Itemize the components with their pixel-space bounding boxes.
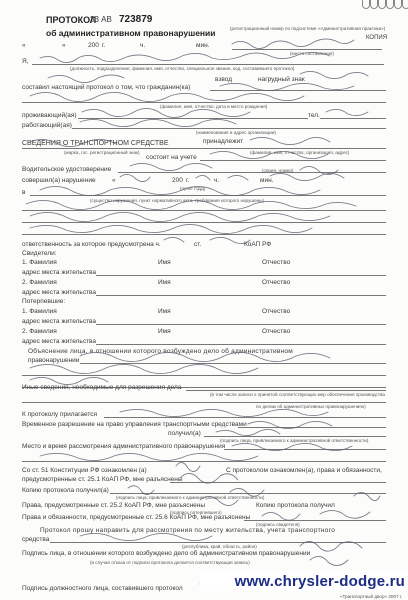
victim2-address: адрес места жительства [22,338,97,345]
pdd-caption: (пункт ПДД) [180,186,206,191]
rights-256: Права и обязанности, предусмотренные ст. 25.6 КоАП РФ, мне разъяснены [22,514,251,521]
victim1-name: Имя [158,308,171,315]
witness1-surname: 1. Фамилия [22,259,57,266]
other-info-caption1: (в том числе записи о принятой соответствующих мер обеспечения производства [210,392,385,397]
protocol-title: ПРОТОКОЛ [46,15,97,25]
constitution-label: Со ст. 51 Конституции РФ ознакомлен (а) [22,467,147,474]
explanation-line2: правонарушении [28,357,80,364]
koap-label: КоАП РФ [244,241,272,248]
victim2-surname: 2. Фамилия [22,328,57,335]
witness2-name: Имя [158,279,171,286]
work-label: работающий(ая) [22,122,72,129]
violation-year: 200 [172,177,183,184]
article-label: ст. [194,241,202,248]
temp-permit-label: Временное разрешение на право управления транспортными средствами [22,421,247,428]
violation-v: в [22,189,26,196]
violation-quote: « [112,177,116,184]
copy-label: КОПИЯ [366,35,388,41]
request-caption: (республика, край, область, район) [182,544,257,549]
violation-min: мин. [260,177,274,184]
explanation-line1: Объяснение лица, в отношении которого возбуждено дело об административном [28,348,293,355]
citizen-label: составил настоящий протокол о том, что гражданин(ка) [22,84,191,91]
rights-252: Права, предусмотренные ст. 25.2 КоАП РФ, мне разъяснены [22,502,206,509]
witness1-address: адрес места жительства [22,269,97,276]
place-caption: (место составления) [290,51,334,56]
phone-label: тел. [308,112,320,119]
vehicle-heading: СВЕДЕНИЯ О ТРАНСПОРТНОМ СРЕДСТВЕ [22,140,169,147]
violation-committed: совершил(а) нарушение [22,177,96,184]
date-year: 200 [88,42,99,49]
witness1-patronymic: Отчество [262,259,291,266]
protocol-series: 33 АВ [90,15,112,24]
date-hour: ч. [140,42,146,49]
watermark-banner [200,571,407,591]
watermark-text[interactable]: www.chrysler-dodge.ru [234,572,405,590]
license-label: Водительское удостоверение [22,166,112,173]
date-open-quote: « [22,42,26,49]
witness2-patronymic: Отчество [262,279,291,286]
residence-label: проживающий(ая) [22,112,77,119]
permit-sign-caption: (подпись лица, привлекаемого к административной ответственности) [220,438,369,443]
victims-heading: Потерпевшие: [22,298,66,305]
victim2-name: Имя [158,328,171,335]
request-line1: Протокол прошу направить для рассмотрения по месту жительства, учета транспортного [40,527,336,534]
final-sign-caption: (в случае отказа от подписи протокола делается соответствующая запись) [90,560,250,565]
platoon-label: взвод [215,76,233,83]
witnesses-heading: Свидетели: [22,250,57,257]
spiral-binding [360,0,408,10]
witness2-address: адрес места жительства [22,289,97,296]
rights-251: предусмотренные ст. 25.1 КоАП РФ, мне разъяснены [22,476,183,483]
liability-label: ответственность за которое предусмотрена ч. [22,241,161,248]
license-caption: (серия, номер) [262,168,294,173]
copy-got-label: Копию протокола получил [256,502,335,509]
work-caption: (наименование и адрес организации) [196,130,276,135]
vehicle-model-caption: (марка, гос. регистрационный знак) [64,150,140,155]
attachments-label: К протоколу прилагается [22,411,98,418]
witness2-surname: 2. Фамилия [22,279,57,286]
witness1-name: Имя [158,259,171,266]
violation-desc-caption: (существо нарушения, пункт нормативного акта, требования которого нарушены) [90,198,265,203]
protocol-acquainted: С протоколом ознакомлен(а), права и обязанности, [226,467,382,474]
officer-sign-label: Подпись должностного лица, составившего протокол [22,585,183,592]
citizen-name-caption: (фамилия, имя, отчество, дата и место рождения) [160,104,268,109]
other-info-label: Иные сведения, необходимые для разрешения дела [22,384,182,391]
badge-label: нагрудный знак [258,76,305,83]
victim1-address: адрес места жительства [22,318,97,325]
date-close-quote: » [62,42,66,49]
other-info-caption2: по делам об административных правонарушениях) [256,404,366,409]
print-info: «Транспортный двор» 2007 г. [340,594,403,599]
victim-sign-caption: (подпись потерпевшего) [170,510,222,515]
protocol-number: 723879 [119,14,153,25]
official-prefix: Я, [22,58,29,65]
date-minute: мин. [196,42,210,49]
copy-received-label: Копию протокола получил(а) [22,487,109,494]
vehicle-owner-caption: (фамилия, имя, отчество, организация, адрес) [250,150,350,155]
vehicle-registered: состоит на учете [146,154,197,161]
rights-sign-caption: (подпись лица, привлекаемого к административной ответственности) [116,495,265,500]
violation-g: г. [186,177,190,184]
review-place-label: Место и время рассмотрения административного правонарушения [22,443,226,450]
violation-h: ч. [214,177,220,184]
vehicle-belongs: принадлежит [203,138,244,145]
witness-sign-caption: (подпись свидетеля) [256,522,300,527]
official-caption: (должность, подразделение, фамилия, имя, отчество, специальное звание, код, составившего протокол) [70,66,295,71]
date-year-suffix: г. [102,42,106,49]
final-sign-label: Подпись лица, в отношении которого возбуждено дело об административном правонарушении [22,550,311,557]
issuer-caption: (регистрационный номер по подсистеме «Административная практика») [230,26,386,31]
permit-received: получил(а) [168,430,201,437]
request-line2: средства [22,536,50,543]
victim2-patronymic: Отчество [262,328,291,335]
protocol-subtitle: об административном правонарушении [46,28,216,38]
victim1-surname: 1. Фамилия [22,308,57,315]
victim1-patronymic: Отчество [262,308,291,315]
